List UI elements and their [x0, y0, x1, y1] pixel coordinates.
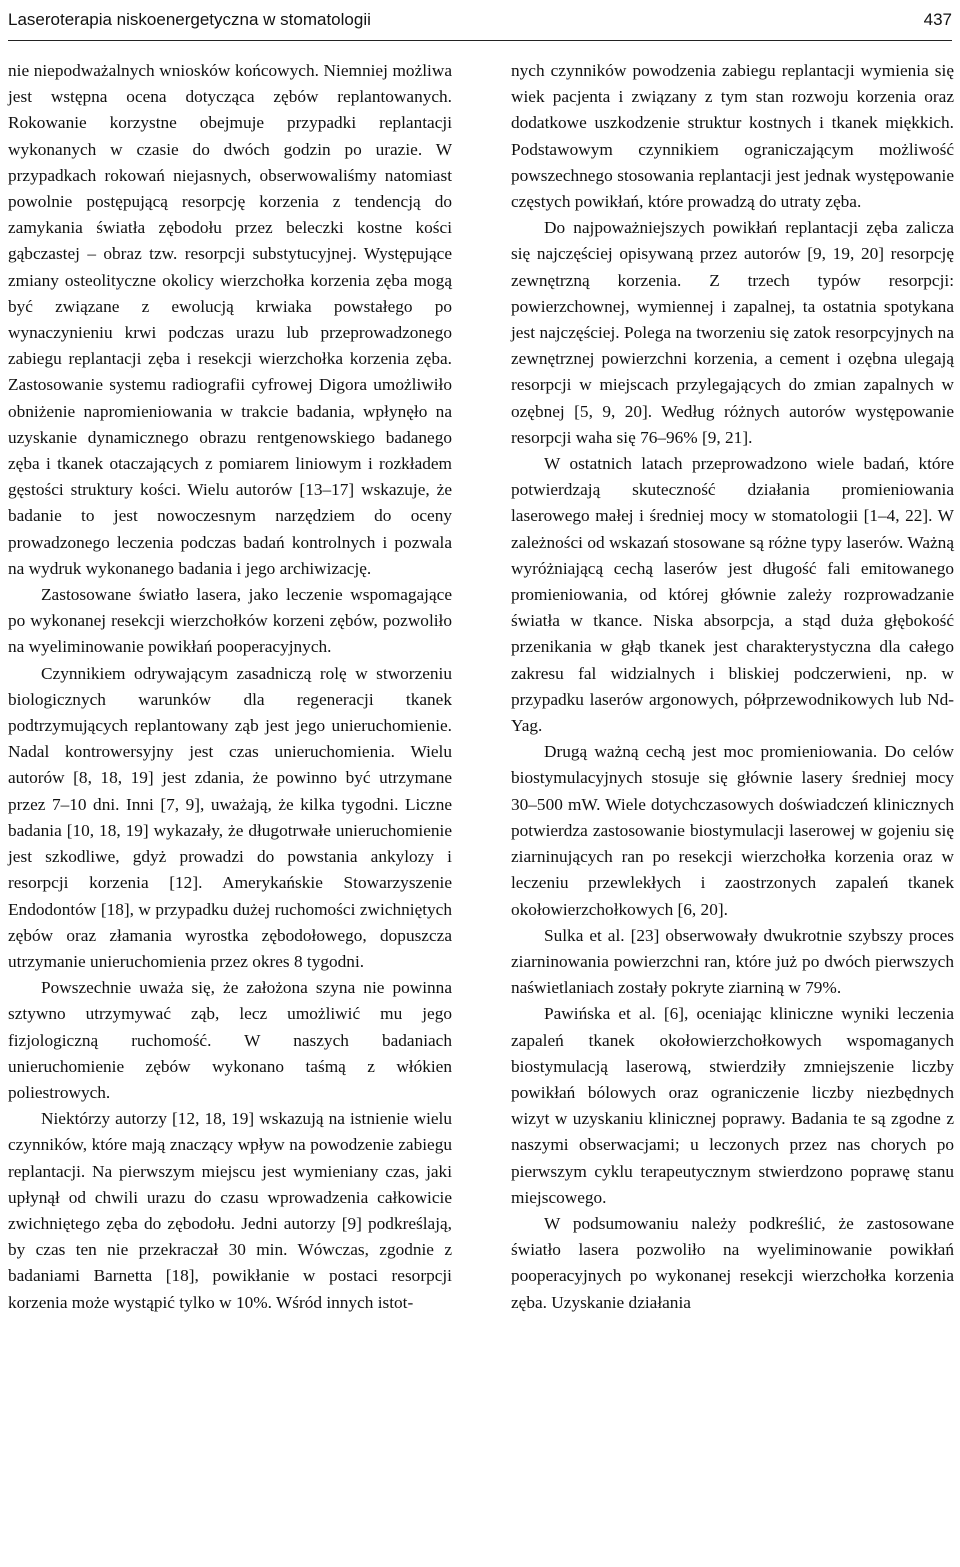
paragraph: W podsumowaniu należy podkreślić, że zastosowane światło lasera pozwoliło na wyeliminowanie powikłań pooperacyjnych po wykonanej resekcji wierzchołka korzenia zęba. Uzyskanie działania: [511, 1213, 954, 1312]
paragraph: Zastosowane światło lasera, jako leczenie wspomagające po wykonanej resekcji wierzchołków korzeni zębów, pozwoliło na wyeliminowanie powikłań pooperacyjnych.: [8, 585, 452, 657]
right-column: [511, 58, 954, 1316]
paragraph: Do najpoważniejszych powikłań replantacji zęba zalicza się najczęściej opisywaną przez autorów [9, 19, 20] resorpcję zewnętrzną korzenia. Z trzech typów resorpcji: powierzchownej, wymiennej i zapalnej, ta ostatnia spotykana jest najczęściej. Polega na tworzeniu się zatok resorpcyjnych na zewnętrznej powierzchni korzenia, a cement i ozębna ulegają resorpcji w miejscach przylegających do zmian zapalnych w ozębnej [5, 9, 20]. Według różnych autorów występowanie resorpcji waha się 76–96% [9, 21].: [511, 218, 954, 447]
paragraph: Czynnikiem odrywającym zasadniczą rolę w stworzeniu biologicznych warunków dla regeneracji tkanek podtrzymujących replantowany ząb jest jego unieruchomienie. Nadal kontrowersyjny jest czas unieruchomienia. Wielu autorów [8, 18, 19] jest zdania, że powinno być utrzymane przez 7–10 dni. Inni [7, 9], uważają, że kilka tygodni. Liczne badania [10, 18, 19] wykazały, że długotrwałe unieruchomienie jest szkodliwe, gdyż prowadzi do powstania ankylozy i resorpcji korzenia [12]. Amerykańskie Stowarzyszenie Endodontów [18], w przypadku dużej ruchomości zwichniętych zębów oraz złamania wyrostka zębodołowego, dopuszcza utrzymanie unieruchomienia przez okres 8 tygodni.: [8, 663, 452, 971]
paragraph: Powszechnie uważa się, że założona szyna nie powinna sztywno utrzymywać ząb, lecz umożliwić mu jego fizjologiczną ruchomość. W naszych badaniach unieruchomienie zębów wykonano taśmą z włókien poliestrowych.: [8, 978, 452, 1102]
header-rule: [8, 40, 952, 41]
left-column: [8, 58, 452, 1316]
paragraph: nych czynników powodzenia zabiegu replantacji wymienia się wiek pacjenta i związany z tym stan rozwoju korzenia oraz dodatkowe uszkodzenie struktur kostnych i tkanek miękkich. Podstawowym czynnikiem ograniczającym możliwość powszechnego stosowania replantacji jest jednak występowanie częstych powikłań, które prowadzą do utraty zęba.: [511, 61, 954, 212]
running-header: [8, 0, 952, 40]
running-title: Laseroterapia niskoenergetyczna w stomatologii: [8, 10, 371, 29]
paragraph: Niektórzy autorzy [12, 18, 19] wskazują na istnienie wielu czynników, które mają znaczący wpływ na powodzenie zabiegu replantacji. Na pierwszym miejscu jest wymieniany czas, jaki upłynął od chwili urazu do czasu wprowadzenia całkowicie zwichniętego zęba do zębodołu. Jedni autorzy [9] podkreślają, by czas ten nie przekraczał 30 min. Wówczas, zgodnie z badaniami Barnetta [18], powikłanie w postaci resorpcji korzenia może wystąpić tylko w 10%. Wśród innych istot-: [8, 1109, 452, 1312]
paragraph: Drugą ważną cechą jest moc promieniowania. Do celów biostymulacyjnych stosuje się głównie lasery średniej mocy 30–500 mW. Wiele dotychczasowych doświadczeń klinicznych potwierdza zastosowanie biostymulacji laserowej w gojeniu się ziarninujących ran po resekcji wierzchołka korzenia oraz w leczeniu przewlekłych i zaostrzonych zapaleń tkanek okołowierzchołkowych [6, 20].: [511, 742, 954, 919]
paragraph: Sulka et al. [23] obserwowały dwukrotnie szybszy proces ziarninowania powierzchni ran, które już po dwóch pierwszych naświetlaniach zostały pokryte ziarniną w 79%.: [511, 925, 954, 998]
paragraph: W ostatnich latach przeprowadzono wiele badań, które potwierdzają skuteczność działania promieniowania laserowego małej i średniej mocy w stomatologii [1–4, 22]. W zależności od wskazań stosowane są różne typy laserów. Ważną wyróżniającą cechą laserów jest długość fali emitowanego promieniowania, od której głównie zależy rozprowadzanie światła w tkance. Niska absorpcja, a stąd duża głębokość przenikania w głąb tkanek jest charakterystyczna dla całego zakresu fal widzialnych i bliskiej podczerwieni, np. w przypadku laserów argonowych, półprzewodnikowych lub Nd-Yag.: [511, 454, 954, 736]
paragraph: Pawińska et al. [6], oceniając kliniczne wyniki leczenia zapaleń tkanek okołowierzchołkowych wspomaganych biostymulacją laserową, stwierdziły zmniejszenie liczby powikłań bólowych oraz ograniczenie liczby niezbędnych wizyt w uzyskaniu klinicznej poprawy. Badania te są zgodne z naszymi obserwacjami; u leczonych przez nas chorych po pierwszym cyklu terapeutycznym stwierdzono poprawę stanu miejscowego.: [511, 1004, 954, 1207]
paragraph: nie niepodważalnych wniosków końcowych. Niemniej możliwa jest wstępna ocena dotycząca zębów replantowanych. Rokowanie korzystne obejmuje przypadki replantacji wykonanych w czasie do dwóch godzin po urazie. W przypadkach rokowań niejasnych, obserwowaliśmy natomiast powolnie postępującą resorpcję korzenia z tendencją do zamykania światła zębodołu przez beleczki kostne kości gąbczastej – obraz tzw. resorpcji substytucyjnej. Występujące zmiany osteolityczne okolicy wierzchołka korzenia zęba mogą być związane z ewolucją krwiaka powstałego po wynaczynieniu krwi podczas urazu lub przeprowadzonego zabiegu replantacji zęba i resekcji wierzchołka korzenia zęba. Zastosowanie systemu radiografii cyfrowej Digora umożliwiło obniżenie napromieniowania w trakcie badania, wpłynęło na uzyskanie dynamicznego obrazu rentgenowskiego badanego zęba i tkanek otaczających z pomiarem liniowym i rozkładem gęstości struktury kości. Wielu autorów [13–17] wskazuje, że badanie to jest nowoczesnym narzędziem do oceny prowadzonego leczenia podczas badań kontrolnych i pozwala na wydruk wykonanego badania i jego archiwizację.: [8, 61, 452, 578]
page-number: 437: [923, 10, 952, 29]
